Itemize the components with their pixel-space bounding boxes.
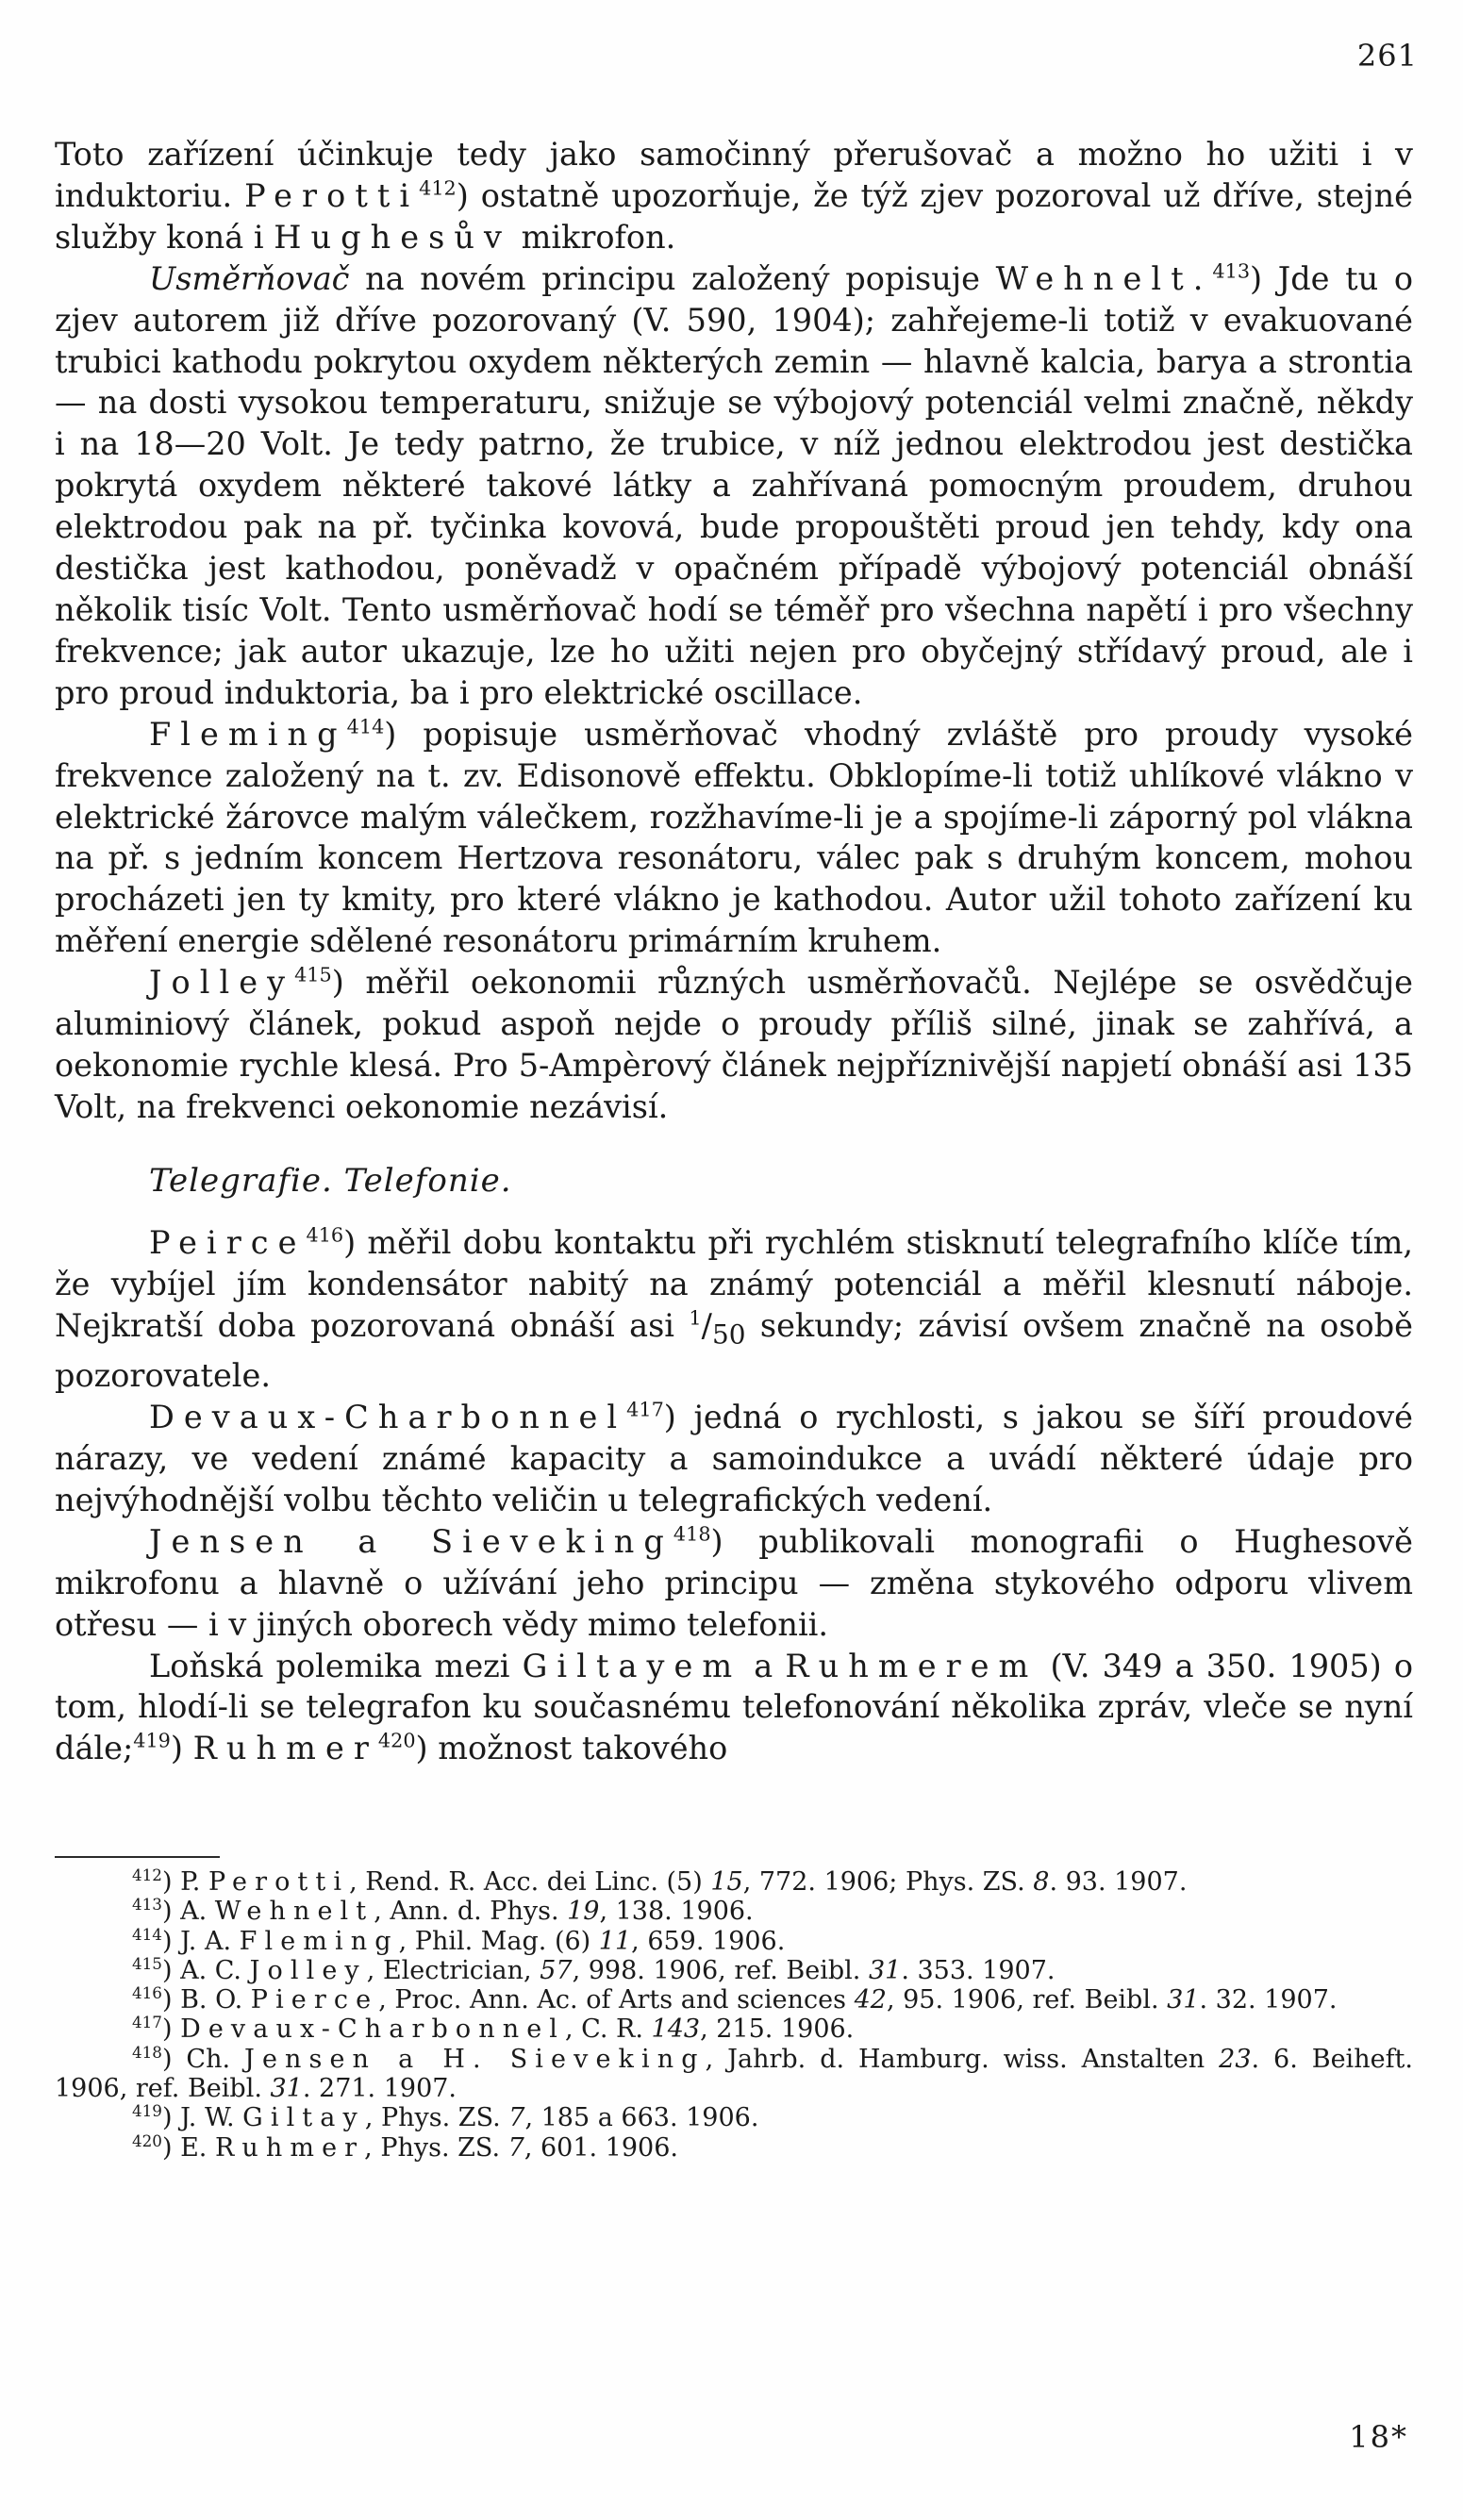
fraction-slash: / [701, 1306, 712, 1344]
footnote-412: $^{412}$) P. Perotti, Rend. R. Acc. dei Linc. (5) 15, 772. 1906; Phys. ZS. 8. 93. 1907. [132, 1865, 1188, 1897]
paragraph-jolley: Jolley$^{415}$) měřil oekonomii různých usměrňovačů. Nejlépe se osvědčuje aluminiový článek, pokud aspoň nejde o proudy příliš silné, jinak se zahřívá, a oekonomie rychle klesá. Pro 5-Ampèrový článek nejpříznivější napjetí obnáší asi 135 Volt, na frekvenci oekonomie nezávisí. [55, 963, 1413, 1125]
author-name: Perotti [244, 176, 420, 214]
paragraph-perotti: Toto zařízení účinkuje tedy jako samočinný přerušovač a možno ho užiti i v induktoriu. Perotti$^{412}$) ostatně upozorňuje, že týž zjev pozoroval už dříve, stejné služby koná i Hughesův mikrofon. [55, 136, 1413, 256]
footnotes [55, 1867, 1413, 2163]
paragraph-wehnelt: Usměrňovač na novém principu založený popisuje Wehnelt.$^{413}$) Jde tu o zjev autorem již dříve pozorovaný (V. 590, 1904); zahřejeme-li totiž v evakuované trubici kathodu pokrytou oxydem některých zemin — hlavně kalcia, barya a strontia — na dosti vysokou temperaturu, snižuje se výbojový potenciál velmi značně, někdy i na 18—20 Volt. Je tedy patrno, že trubice, v níž jednou elektrodou jest destička pokrytá oxydem některé takové látky a zahřívaná pomocným proudem, druhou elektrodou pak na př. tyčinka kovová, bude propouštěti proud jen tehdy, kdy ona destička jest kathodou, poněvadž v opačném případě výbojový potenciál obnáší několik tisíc Volt. Tento usměrňovač hodí se téměř pro všechna napětí i pro všechny frekvence; jak autor ukazuje, lze ho užiti nejen pro obyčejný střídavý proud, ale i pro proud induktoria, ba i pro elektrické oscillace. [55, 259, 1413, 711]
page-number: 261 [1356, 38, 1418, 74]
author-name: Ruhmerem [785, 1647, 1039, 1684]
footnote-413: $^{413}$) A. Wehnelt, Ann. d. Phys. 19, 138. 1906. [132, 1895, 754, 1927]
body-text [55, 134, 1413, 1769]
footnote-ref[interactable]: 418 [673, 1522, 711, 1546]
footnote-414: $^{414}$) J. A. Fleming, Phil. Mag. (6) 11, 659. 1906. [132, 1924, 786, 1956]
paragraph-peirce: Peirce$^{416}$) měřil dobu kontaktu při rychlém stisknutí telegrafního klíče tím, že vybíjel jím kondensátor nabitý na známý potenciál a měřil klesnutí náboje. Nejkratší doba pozorovaná obnáší asi $^1/_{50}$ sekundy; závisí ovšem značně na osobě pozorovatele. [55, 1223, 1413, 1395]
author-name: Giltayem [522, 1647, 742, 1684]
footnote-ref[interactable]: 413 [1212, 259, 1251, 283]
footnote-ref[interactable]: 415 [294, 963, 332, 986]
footnote-416: $^{416}$) B. O. Pierce, Proc. Ann. Ac. of Arts and sciences 42, 95. 1906, ref. Beibl. 31. 32. 1907. [132, 1983, 1338, 2015]
footnote-419: $^{419}$) J. W. Giltay, Phys. ZS. 7, 185 a 663. 1906. [132, 2101, 759, 2133]
fraction-denominator: 50 [711, 1318, 746, 1351]
footnote-ref[interactable]: 412 [419, 176, 457, 200]
footnote-420: $^{420}$) E. Ruhmer, Phys. ZS. 7, 601. 1906. [132, 2130, 678, 2163]
author-name: Ruhmer [192, 1730, 378, 1767]
author-name: Jensen a Sieveking [149, 1522, 673, 1560]
term-italic: Usměrňovač [149, 259, 350, 297]
footnote-ref[interactable]: 417 [626, 1398, 664, 1421]
author-name: Fleming [149, 715, 347, 753]
footnote-417: $^{417}$) Devaux-Charbonnel, C. R. 143, 215. 1906. [132, 2013, 855, 2045]
paragraph-fleming: Fleming$^{414}$) popisuje usměrňovač vhodný zvláště pro proudy vysoké frekvence založený na t. zv. Edisonově effektu. Obklopíme-li totiž uhlíkové vlákno v elektrické žárovce malým válečkem, rozžhavíme-li je a spojíme-li záporný pol vlákna na př. s jedním koncem Hertzova resonátoru, válec pak s druhým koncem, mohou procházeti jen ty kmity, pro které vlákno je kathodou. Autor užil tohoto zařízení ku měření energie sdělené resonátoru primárním kruhem. [55, 715, 1413, 960]
footnote-415: $^{415}$) A. C. Jolley, Electrician, 57, 998. 1906, ref. Beibl. 31. 353. 1907. [132, 1953, 1056, 1985]
footnote-ref[interactable]: 414 [346, 715, 385, 738]
paragraph-polemika: Loňská polemika mezi Giltayem a Ruhmerem (V. 349 a 350. 1905) o tom, hlodí-li se telegrafon ku současnému telefonování několika zpráv, vleče se nyní dále;$^{419}$) Ruhmer$^{420}$) možnost takového [55, 1647, 1413, 1767]
fraction-numerator: 1 [689, 1306, 702, 1330]
footnote-ref[interactable]: 416 [306, 1223, 344, 1247]
section-heading: Telegrafie. Telefonie. [149, 1161, 512, 1200]
author-name: Devaux-Charbonnel [149, 1399, 627, 1436]
signature-mark: 18* [1349, 2419, 1408, 2455]
author-name: Peirce [149, 1223, 307, 1261]
author-name: Hughesův [274, 218, 511, 256]
paragraph-devaux: Devaux-Charbonnel$^{417}$) jedná o rychlosti, s jakou se šíří proudové nárazy, ve vedení známé kapacity a samoindukce a uvádí některé údaje pro nejvýhodnější volbu těchto veličin u telegrafických vedení. [55, 1398, 1413, 1518]
footnote-418: $^{418}$) Ch. Jensen a H. Sieveking, Jahrb. d. Hamburg. wiss. Anstalten 23. 6. Beiheft. 1906, ref. Beibl. 31. 271. 1907. [55, 2042, 1413, 2104]
paragraph-jensen: Jensen a Sieveking$^{418}$) publikovali monografii o Hughesově mikrofonu a hlavně o užívání jeho principu — změna stykového odporu vlivem otřesu — i v jiných oborech vědy mimo telefonii. [55, 1522, 1413, 1643]
author-name: Jolley [149, 964, 295, 1002]
footnote-ref[interactable]: 419 [133, 1729, 171, 1752]
footnote-divider [55, 1856, 220, 1858]
author-name: Wehnelt. [995, 259, 1213, 297]
footnote-ref[interactable]: 420 [377, 1729, 416, 1752]
